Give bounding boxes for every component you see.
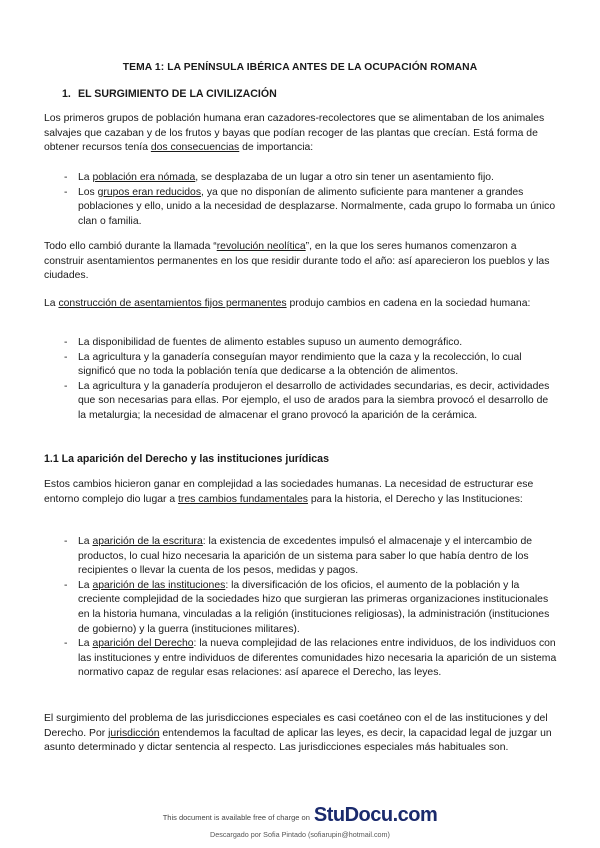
paragraph-4 xyxy=(44,478,559,507)
underlined-term: población era nómada xyxy=(92,172,196,183)
paragraph-text: ”, en la que los seres humanos comenzaron a construir asentamientos permanentes en los que residir durante todo el año: así aparecieron los pueblos y las ciudades. xyxy=(44,241,550,282)
underlined-term: aparición de las instituciones xyxy=(92,579,226,591)
paragraph-5 xyxy=(44,712,559,756)
document-title: TEMA 1: LA PENÍNSULA IBÉRICA ANTES DE LA OCUPACIÓN ROMANA xyxy=(122,62,478,73)
list-text: : la nueva complejidad de las relaciones entre individuos, de los individuos con las instituciones y entre individuos de diferentes comunidades hizo necesaria la aparición de un sistema normativo capaz de regular esas relaciones: así aparece el Derecho, las leyes. xyxy=(78,638,557,679)
list-text: : la diversificación de los oficios, el aumento de la población y la creciente complejidad de la sociedades hizo que surgieran las primeras organizaciones institucionales en la historia humana, vinculadas a la religión (instituciones religiosas), la administración (instituciones de gobierno) y la guerra (instituciones militares). xyxy=(78,579,550,635)
paragraph-text: para la historia, el Derecho y las Instituciones: xyxy=(307,493,523,505)
section-heading-1 xyxy=(62,88,277,100)
list-item xyxy=(44,535,559,579)
underlined-term: dos consecuencias xyxy=(150,142,240,154)
list-item xyxy=(44,380,559,424)
dash-bullet: - xyxy=(64,351,68,363)
list-text: , ya que no disponían de alimento suficiente para mantener a grandes poblaciones y ello, unido a la necesidad de desplazarse. Normalmente, cada grupo lo formaba un único clan o familia. xyxy=(78,186,556,227)
paragraph-3 xyxy=(44,297,559,312)
paragraph-1 xyxy=(44,112,559,156)
underlined-term: aparición del Derecho xyxy=(92,638,194,650)
list-text: La xyxy=(78,172,93,183)
list-text: La xyxy=(78,638,93,650)
list-item xyxy=(44,579,559,637)
list-text: , se desplazaba de un lugar a otro sin tener un asentamiento fijo. xyxy=(195,172,494,183)
paragraph-text: El surgimiento del problema de las jurisdicciones especiales es casi coetáneo con el de las instituciones y del Derecho. Por xyxy=(44,713,548,739)
underlined-term: revolución neolítica xyxy=(216,241,306,252)
list-text: La disponibilidad de fuentes de alimento estables supuso un aumento demográfico. xyxy=(78,337,463,348)
studocu-logo[interactable]: StuDocu.com xyxy=(313,804,438,826)
underlined-term: jurisdicción xyxy=(108,727,160,739)
paragraph-text: La xyxy=(44,298,59,309)
paragraph-text: Los primeros grupos de población humana eran cazadores-recolectores que se alimentaban de los animales salvajes que cazaban y de los frutos y bayas que podían recoger de las plantas que crecían. Está forma de obtener recursos tenía xyxy=(44,113,545,154)
download-credit: Descargado por Sofia Pintado (sofiarupin@hotmail.com) xyxy=(210,830,390,839)
list-consequences xyxy=(44,171,559,229)
list-text: La xyxy=(78,579,93,591)
underlined-term: construcción de asentamientos fijos permanentes xyxy=(58,298,287,309)
subsection-heading: 1.1 La aparición del Derecho y las instituciones jurídicas xyxy=(44,453,329,465)
list-item xyxy=(44,336,559,351)
dash-bullet: - xyxy=(64,172,68,183)
list-item xyxy=(44,351,559,380)
dash-bullet: - xyxy=(64,186,68,198)
paragraph-text: entendemos la facultad de aplicar las leyes, es decir, la capacidad legal de juzgar un asunto determinado y dictar sentencia al respecto. Las jurisdicciones especiales más habituales son. xyxy=(44,727,552,754)
list-item xyxy=(44,637,559,681)
list-item xyxy=(44,186,559,230)
list-item xyxy=(44,171,559,186)
list-fundamental-changes xyxy=(44,535,559,681)
dash-bullet: - xyxy=(64,380,68,392)
paragraph-text: Todo ello cambió durante la llamada “ xyxy=(44,241,217,252)
underlined-term: aparición de la escritura xyxy=(92,536,203,547)
list-text: La agricultura y la ganadería produjeron el desarrollo de actividades secundarias, es decir, actividades que son necesarias para ellas. Por ejemplo, el uso de arados para la siembra provocó el desarrollo de la metalurgia; la necesidad de almacenar el grano provocó la aparición de la cerámica. xyxy=(78,380,550,421)
dash-bullet: - xyxy=(64,536,68,547)
paragraph-text: Estos cambios hicieron ganar en complejidad a las sociedades humanas. La necesidad de estructurar ese entorno complejo dio lugar a xyxy=(44,479,534,505)
list-changes xyxy=(44,336,559,424)
underlined-term: tres cambios fundamentales xyxy=(178,493,308,505)
section-number: 1. xyxy=(62,88,71,100)
dash-bullet: - xyxy=(64,579,68,591)
underlined-term: grupos eran reducidos xyxy=(97,186,202,198)
list-text: La xyxy=(78,536,93,547)
dash-bullet: - xyxy=(64,638,68,650)
paragraph-text: produjo cambios en cadena en la sociedad humana: xyxy=(286,298,531,309)
section-title: EL SURGIMIENTO DE LA CIVILIZACIÓN xyxy=(78,88,277,100)
footer-notice: This document is available free of charge on xyxy=(162,813,310,822)
paragraph-text: de importancia: xyxy=(239,142,314,154)
studocu-footer xyxy=(0,806,600,829)
list-text: Los xyxy=(78,186,98,198)
paragraph-2 xyxy=(44,240,559,284)
list-text: La agricultura y la ganadería conseguían mayor rendimiento que la caza y la recolección, lo cual significó que no toda la población tenía que dedicarse a la obtención de alimentos. xyxy=(78,351,522,378)
list-text: : la existencia de excedentes impulsó el almacenaje y el intercambio de productos, lo cual hizo necesaria la aparición de un sistema para saber lo que había dentro de los recipientes o llevar la cuenta de los pesos, medidas y pagos. xyxy=(78,536,532,577)
dash-bullet: - xyxy=(64,337,68,348)
